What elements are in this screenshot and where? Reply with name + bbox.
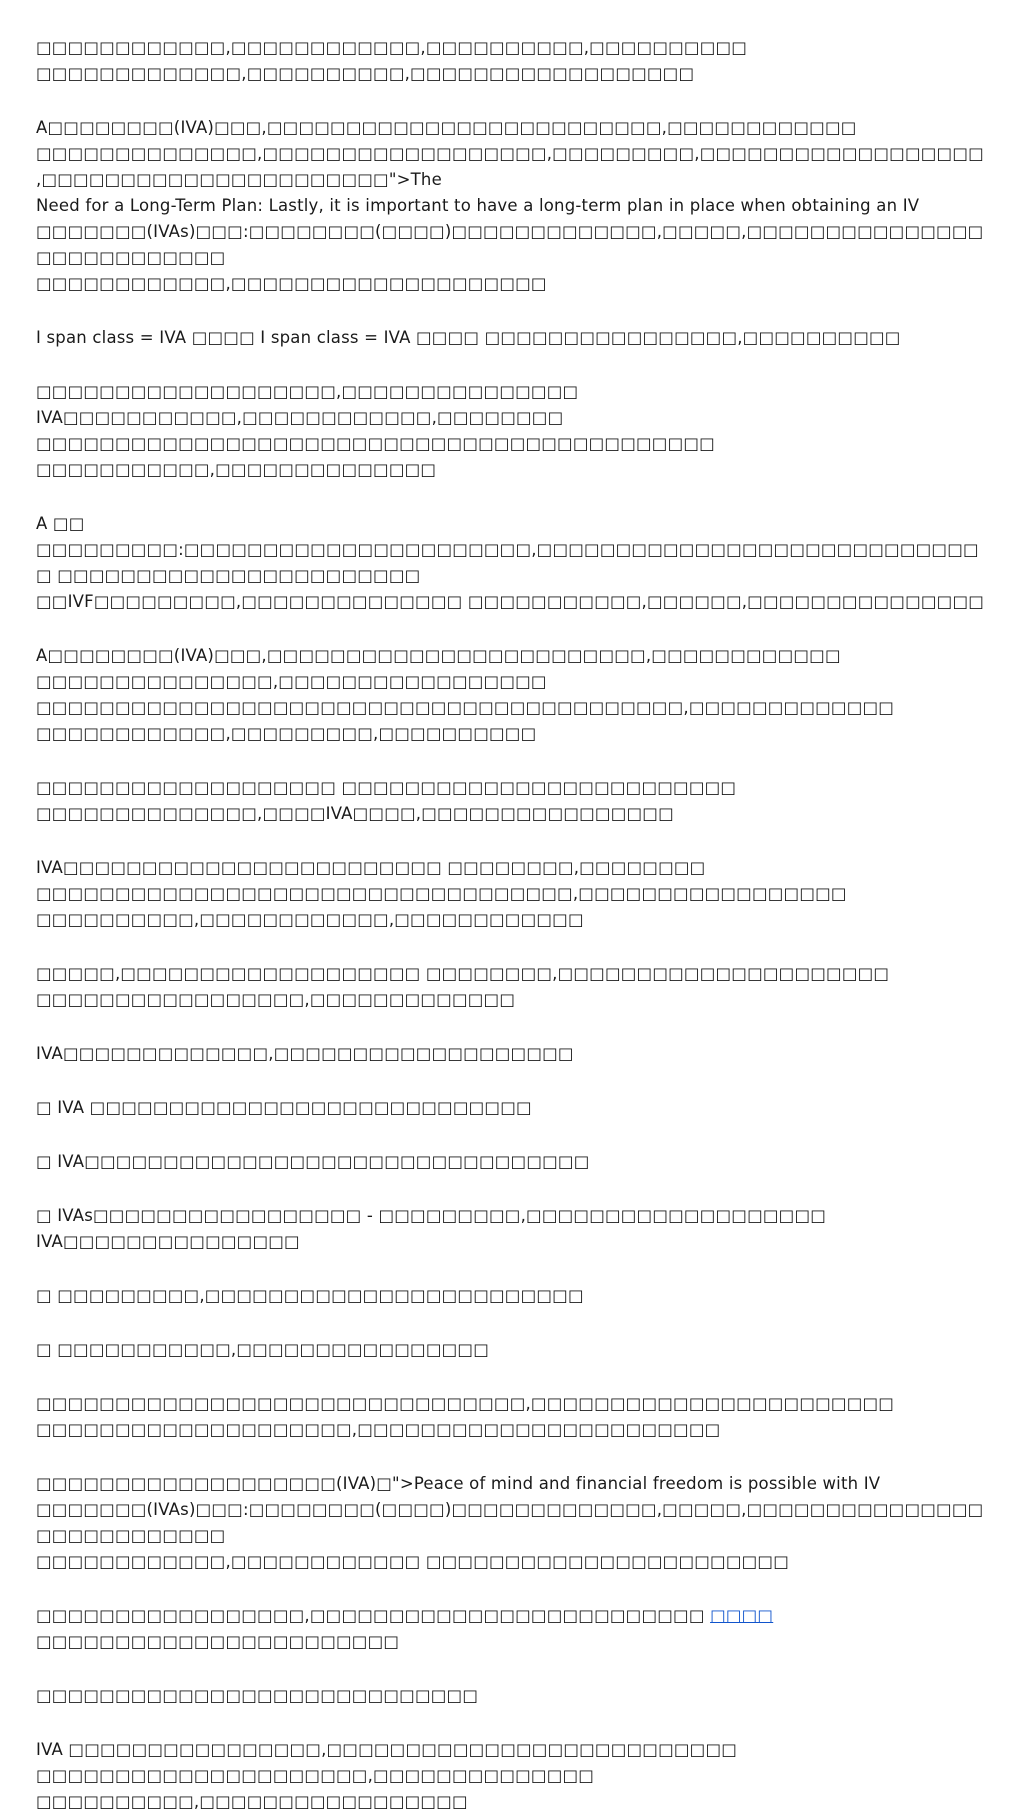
paragraph-9	[36, 961, 988, 1013]
text-line: □□□□□□□□□□,□□□□□□□□□□□□□□□□□	[36, 1792, 468, 1811]
paragraph-8	[36, 855, 988, 933]
text-line: I span class = IVA □□□□ I span class = IVA □□□□ □□□□□□□□□□□□□□□□,□□□□□□□□□□	[36, 328, 901, 347]
paragraph-2	[36, 115, 988, 297]
inline-link[interactable]: □□□□	[710, 1606, 774, 1625]
text-line: □□□□□□□(IVAs)□□□:□□□□□□□□(□□□□)□□□□□□□□□□□□□,□□□□□,□□□□□□□□□□□□□□□□□□□□□□□□□□□	[36, 1500, 984, 1545]
bullet-item-2	[36, 1149, 988, 1175]
text-line: IVA □□□□□□□□□□□□□□□□,□□□□□□□□□□□□□□□□□□□□□□□□□□ □□□□□□□□□□□□□□□□□□□□□,□□□□□□□□□□□□□□	[36, 1740, 738, 1785]
paragraph-18	[36, 1603, 988, 1655]
paragraph-5	[36, 511, 988, 615]
text-line: □ IVAs□□□□□□□□□□□□□□□□□ - □□□□□□□□□,□□□□□□□□□□□□□□□□□□□ IVA□□□□□□□□□□□□□□□	[36, 1206, 827, 1251]
paragraph-4	[36, 379, 988, 483]
text-segment: □□□□□□□□□□□□□□□□□,□□□□□□□□□□□□□□□□□□□□□□□□□	[36, 1606, 705, 1625]
text-line: Need for a Long-Term Plan: Lastly, it is important to have a long-term plan in place when obtaining an IV	[36, 196, 920, 215]
text-line: □ □□□□□□□□□,□□□□□□□□□□□□□□□□□□□□□□□□	[36, 1286, 584, 1305]
text-line: □ IVA□□□□□□□□□□□□□□□□□□□□□□□□□□□□□□□□	[36, 1152, 590, 1171]
text-line: □□□□□□□□□□□□□□□□□□□□□□□□□□□□□□□□□□□□□□□□□□□ □□□□□□□□□□□,□□□□□□□□□□□□□□	[36, 434, 715, 479]
text-line: □□□□□□□□□□□□□□□□□□□,□□□□□□□□□□□□□□□ IVA□□□□□□□□□□□,□□□□□□□□□□□□,□□□□□□□□	[36, 382, 579, 427]
bullet-item-3	[36, 1203, 988, 1255]
text-line: A□□□□□□□□(IVA)□□□,□□□□□□□□□□□□□□□□□□□□□□□□□,□□□□□□□□□□□□	[36, 118, 857, 137]
bullet-item-5	[36, 1337, 988, 1363]
text-line: □□□□□□□□□□□□,□□□□□□□□□□□□,□□□□□□□□□□,□□□□□□□□□□ □□□□□□□□□□□□□,□□□□□□□□□□,□□□□□□□□□□□□□□□□□□	[36, 38, 748, 83]
text-segment: □□□□□□□□□□□□□□□□□□□□□□□	[36, 1632, 400, 1651]
text-line: □□□□□□□(IVAs)□□□:□□□□□□□□(□□□□)□□□□□□□□□□□□□,□□□□□,□□□□□□□□□□□□□□□□□□□□□□□□□□□	[36, 222, 984, 267]
text-line: □□IVF□□□□□□□□□,□□□□□□□□□□□□□□ □□□□□□□□□□□,□□□□□□,□□□□□□□□□□□□□□□	[36, 592, 985, 611]
text-line: □□□□□□□□□□□□□□□□□□□ □□□□□□□□□□□□□□□□□□□□□□□□□ □□□□□□□□□□□□□□,□□□□IVA□□□□,□□□□□□□□□□□□□□□□	[36, 778, 737, 823]
text-line: □□□□□,□□□□□□□□□□□□□□□□□□□ □□□□□□□□,□□□□□□□□□□□□□□□□□□□□□ □□□□□□□□□□□□□□□□□,□□□□□□□□□□□□□	[36, 964, 890, 1009]
paragraph-10	[36, 1041, 988, 1067]
paragraph-3	[36, 325, 988, 351]
text-line: □□□□□□□□□□□□□□□□□□□□□□□□□□□□□□□□□□□□□□□□□,□□□□□□□□□□□□□ □□□□□□□□□□□□,□□□□□□□□□,□□□□□□□□□□	[36, 698, 895, 743]
text-line: □□□□□□□□□□□□□□,□□□□□□□□□□□□□□□□□□,□□□□□□□□□,□□□□□□□□□□□□□□□□□□,□□□□□□□□□□□□□□□□□□□□□□">The	[36, 144, 984, 189]
paragraph-1	[36, 35, 988, 87]
paragraph-19	[36, 1683, 988, 1709]
text-line: □□□□□□□□□□□□,□□□□□□□□□□□□□□□□□□□□	[36, 274, 547, 293]
paragraph-20	[36, 1737, 988, 1815]
text-line: □□□□□□□□□□□□,□□□□□□□□□□□□ □□□□□□□□□□□□□□□□□□□□□□□	[36, 1552, 790, 1571]
text-line: IVA□□□□□□□□□□□□□,□□□□□□□□□□□□□□□□□□□	[36, 1044, 574, 1063]
text-line: □ IVA □□□□□□□□□□□□□□□□□□□□□□□□□□□□	[36, 1098, 532, 1117]
bullet-item-1	[36, 1095, 988, 1121]
text-line: A□□□□□□□□(IVA)□□□,□□□□□□□□□□□□□□□□□□□□□□□□,□□□□□□□□□□□□ □□□□□□□□□□□□□□□,□□□□□□□□□□□□□□□□□	[36, 646, 841, 691]
paragraph-16	[36, 1391, 988, 1443]
text-line: A □□ □□□□□□□□□:□□□□□□□□□□□□□□□□□□□□□□,□□□□□□□□□□□□□□□□□□□□□□□□□□□□□ □□□□□□□□□□□□□□□□□□□□□□□	[36, 514, 979, 585]
paragraph-6	[36, 643, 988, 747]
text-line: □□□□□□□□□□□□□□□□□□□□□□□□□□□□	[36, 1686, 479, 1705]
text-line: □□□□□□□□□□□□□□□□□□□□,□□□□□□□□□□□□□□□□□□□□□□□	[36, 1420, 721, 1439]
text-line: □□□□□□□□□□□□□□□□□□□□□□□□□□□□□□□,□□□□□□□□□□□□□□□□□□□□□□□	[36, 1394, 895, 1413]
text-line: □ □□□□□□□□□□□,□□□□□□□□□□□□□□□□	[36, 1340, 489, 1359]
paragraph-7	[36, 775, 988, 827]
bullet-item-4	[36, 1283, 988, 1309]
paragraph-17	[36, 1471, 988, 1575]
text-line: □□□□□□□□□□□□□□□□□□□□□□□□□□□□□□□□□□,□□□□□□□□□□□□□□□□□ □□□□□□□□□□,□□□□□□□□□□□□,□□□□□□□□□□□□	[36, 884, 847, 929]
text-line: IVA□□□□□□□□□□□□□□□□□□□□□□□□ □□□□□□□□,□□□□□□□□	[36, 858, 706, 877]
text-line: □□□□□□□□□□□□□□□□□□□(IVA)□">Peace of mind and financial freedom is possible with IV	[36, 1474, 881, 1493]
